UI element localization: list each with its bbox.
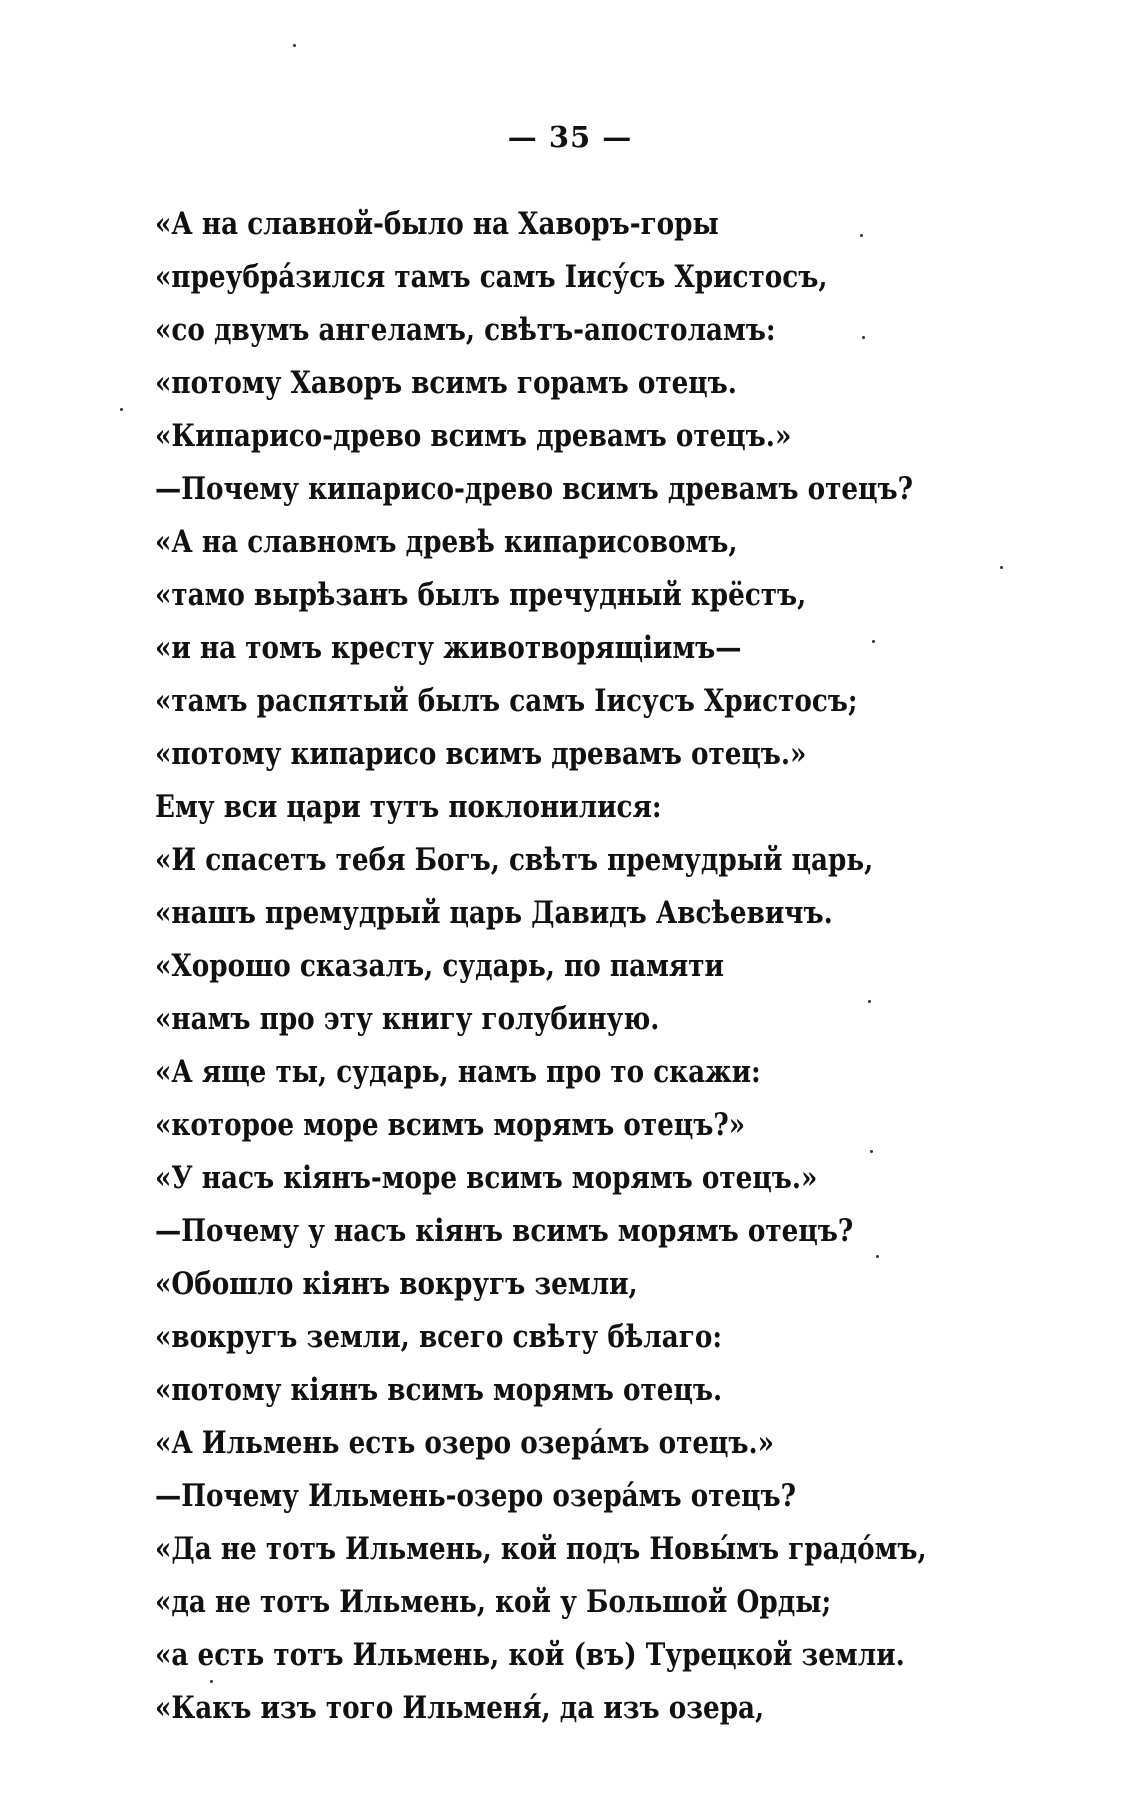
scan-speck: [120, 408, 123, 411]
verse-line: —Почему Ильмень-озеро озерáмъ отецъ?: [155, 1478, 797, 1514]
verse-line: «и на томъ кресту животворящіимъ—: [155, 630, 742, 666]
page-number: — 35 —: [507, 120, 633, 154]
verse-line: «Хорошо сказалъ, сударь, по памяти: [155, 948, 724, 984]
verse-line: «тамо вырѣзанъ былъ пречудный крёстъ,: [155, 577, 807, 613]
verse-line: «А Ильмень есть озеро озерáмъ отецъ.»: [155, 1425, 775, 1461]
scan-speck: [876, 1255, 879, 1258]
verse-line: «намъ про эту книгу голубиную.: [155, 1001, 660, 1037]
verse-line: «а есть тотъ Ильмень, кой (въ) Турецкой земли.: [155, 1637, 905, 1673]
scan-speck: [872, 640, 875, 643]
verse-line: «И спасетъ тебя Богъ, свѣтъ премудрый царь,: [155, 842, 874, 878]
scan-speck: [293, 44, 296, 47]
verse-line: «У насъ кіянъ-море всимъ морямъ отецъ.»: [155, 1160, 818, 1196]
verse-line: «А яще ты, сударь, намъ про то скажи:: [155, 1054, 761, 1090]
verse-line: «А на славной-было на Хаворъ-горы: [155, 206, 719, 242]
verse-line: «Да не тотъ Ильмень, кой подъ Новы́мъ градóмъ,: [155, 1531, 927, 1567]
verse-line: «А на славномъ древѣ кипарисовомъ,: [155, 524, 738, 560]
verse-text: [155, 198, 1055, 1735]
scan-speck: [868, 1000, 871, 1003]
verse-line: «преубрáзился тамъ самъ Іису́съ Христосъ,: [155, 259, 828, 295]
verse-line: «Какъ изъ того Ильменя́, да изъ озера,: [155, 1690, 765, 1726]
verse-line: «потому кипарисо всимъ древамъ отецъ.»: [155, 736, 807, 772]
scan-speck: [210, 1680, 213, 1683]
verse-line: «которое море всимъ морямъ отецъ?»: [155, 1107, 746, 1143]
verse-line: «потому Хаворъ всимъ горамъ отецъ.: [155, 365, 737, 401]
verse-line: «да не тотъ Ильмень, кой у Большой Орды;: [155, 1584, 832, 1620]
verse-line: —Почему у насъ кіянъ всимъ морямъ отецъ?: [155, 1213, 854, 1249]
scan-speck: [862, 336, 865, 339]
verse-line: «нашъ премудрый царь Давидъ Авсѣевичъ.: [155, 895, 833, 931]
verse-line: —Почему кипарисо-древо всимъ древамъ отецъ?: [155, 471, 913, 507]
verse-line: «со двумъ ангеламъ, свѣтъ-апостоламъ:: [155, 312, 776, 348]
verse-line: «вокругъ земли, всего свѣту бѣлаго:: [155, 1319, 723, 1355]
scan-speck: [860, 234, 863, 237]
verse-line: «тамъ распятый былъ самъ Іисусъ Христосъ;: [155, 683, 858, 719]
verse-line: Ему вси цари тутъ поклонилися:: [155, 789, 662, 825]
scan-speck: [1000, 566, 1003, 569]
verse-line: «потому кіянъ всимъ морямъ отецъ.: [155, 1372, 723, 1408]
verse-line: «Обошло кіянъ вокругъ земли,: [155, 1266, 638, 1302]
scan-speck: [870, 1150, 873, 1153]
verse-line: «Кипарисо-древо всимъ древамъ отецъ.»: [155, 418, 792, 454]
